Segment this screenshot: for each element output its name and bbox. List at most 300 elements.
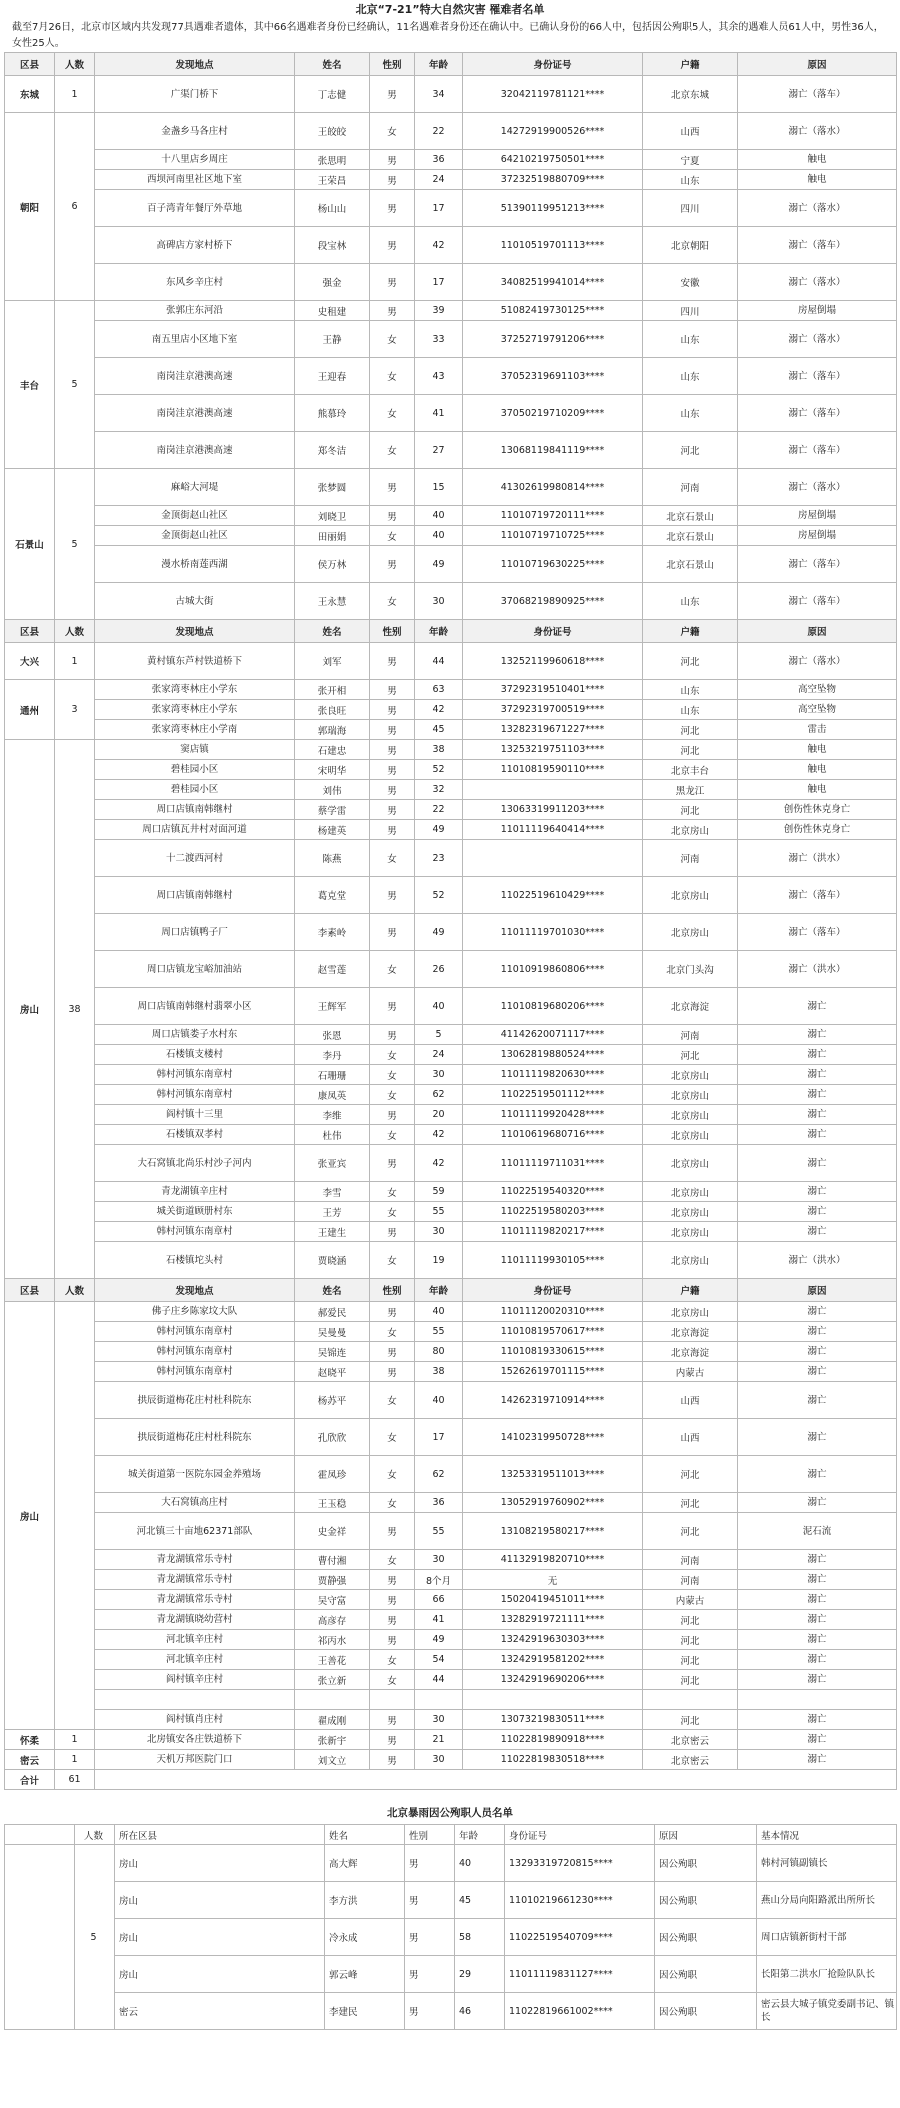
hukou-cell: 宁夏 — [643, 150, 738, 170]
cause-cell: 溺亡 — [738, 1125, 897, 1145]
location-cell: 阎村镇肖庄村 — [95, 1710, 295, 1730]
name-cell: 王善花 — [295, 1650, 370, 1670]
id-number-cell: 34082519941014**** — [463, 264, 643, 301]
location-cell: 窦店镇 — [95, 740, 295, 760]
gender-cell: 男 — [370, 820, 415, 840]
table-row — [5, 1710, 897, 1730]
region-cell: 怀柔 — [5, 1730, 55, 1750]
location-cell: 石楼镇坨头村 — [95, 1242, 295, 1279]
hukou-cell: 河北 — [643, 1493, 738, 1513]
hukou-cell: 北京房山 — [643, 1222, 738, 1242]
table-row — [5, 1342, 897, 1362]
hukou-cell: 北京海淀 — [643, 1342, 738, 1362]
gender-cell: 男 — [370, 546, 415, 583]
gender-cell: 女 — [370, 526, 415, 546]
gender-cell: 女 — [370, 1670, 415, 1690]
gender-cell: 男 — [370, 76, 415, 113]
table-row — [5, 1045, 897, 1065]
hukou-cell: 黑龙江 — [643, 780, 738, 800]
cause-cell: 溺亡（落水） — [738, 469, 897, 506]
hukou-cell: 北京房山 — [643, 1202, 738, 1222]
table-row — [5, 1182, 897, 1202]
table-row — [5, 264, 897, 301]
id-number-cell: 32042119781121**** — [463, 76, 643, 113]
name-cell: 霍凤珍 — [295, 1456, 370, 1493]
cause-cell: 房屋倒塌 — [738, 526, 897, 546]
table-row — [5, 358, 897, 395]
hukou-cell: 河南 — [643, 1550, 738, 1570]
cause-cell: 溺亡 — [738, 1382, 897, 1419]
id-number-cell: 13052919760902**** — [463, 1493, 643, 1513]
gender-cell: 男 — [370, 150, 415, 170]
gender-cell: 女 — [370, 840, 415, 877]
location-cell: 石楼镇双孝村 — [95, 1125, 295, 1145]
gender-cell: 女 — [370, 1419, 415, 1456]
hukou-cell: 山东 — [643, 700, 738, 720]
hukou-cell: 河北 — [643, 1045, 738, 1065]
table-row — [5, 1650, 897, 1670]
cause-cell: 溺亡 — [738, 1182, 897, 1202]
gender-cell: 男 — [370, 1570, 415, 1590]
hukou-cell: 山西 — [643, 113, 738, 150]
header-age: 年龄 — [415, 1279, 463, 1302]
name-cell: 王迎春 — [295, 358, 370, 395]
location-cell: 百子湾青年餐厅外草地 — [95, 190, 295, 227]
name-cell: 杨建英 — [295, 820, 370, 840]
name-cell: 吴守富 — [295, 1590, 370, 1610]
location-cell: 金顶街赵山社区 — [95, 506, 295, 526]
cause-cell: 溺亡（落水） — [738, 643, 897, 680]
header-count: 人数 — [55, 1279, 95, 1302]
table-row — [5, 1125, 897, 1145]
gender-cell: 女 — [370, 951, 415, 988]
cause-cell: 溺亡 — [738, 1045, 897, 1065]
id-number-cell: 64210219750501**** — [463, 150, 643, 170]
age-cell: 20 — [415, 1105, 463, 1125]
gender-cell: 女 — [370, 358, 415, 395]
header-location: 发现地点 — [95, 1279, 295, 1302]
name-cell: 张开相 — [295, 680, 370, 700]
hukou-cell: 山东 — [643, 680, 738, 700]
gender-cell: 男 — [370, 740, 415, 760]
table-row — [5, 800, 897, 820]
id-number-cell: 11022519540320**** — [463, 1182, 643, 1202]
location-cell: 周口店镇南韩继村 — [95, 877, 295, 914]
table-row — [5, 1105, 897, 1125]
age-cell: 24 — [415, 170, 463, 190]
cause-cell: 触电 — [738, 150, 897, 170]
header-hukou: 户籍 — [643, 620, 738, 643]
name-cell: 翟成刚 — [295, 1710, 370, 1730]
hukou-cell: 北京房山 — [643, 877, 738, 914]
hukou-cell: 北京密云 — [643, 1750, 738, 1770]
region-cell: 石景山 — [5, 469, 55, 620]
duty-spacer — [5, 1825, 75, 1845]
table-row — [5, 1085, 897, 1105]
age-cell: 36 — [415, 1493, 463, 1513]
table-row — [5, 190, 897, 227]
cause-cell: 溺亡 — [738, 1322, 897, 1342]
name-cell: 王永慧 — [295, 583, 370, 620]
cause-cell: 溺亡 — [738, 1302, 897, 1322]
cause-cell: 溺亡（落车） — [738, 395, 897, 432]
id-number-cell: 11010719720111**** — [463, 506, 643, 526]
duty-id: 11022819661002**** — [505, 1993, 655, 2030]
header-count: 人数 — [55, 53, 95, 76]
duty-age: 58 — [455, 1919, 505, 1956]
age-cell: 66 — [415, 1590, 463, 1610]
cause-cell: 溺亡 — [738, 1342, 897, 1362]
table-row — [5, 469, 897, 506]
location-cell: 十二渡西河村 — [95, 840, 295, 877]
id-number-cell: 11022519610429**** — [463, 877, 643, 914]
duty-header-count: 人数 — [75, 1825, 115, 1845]
age-cell: 49 — [415, 1630, 463, 1650]
id-number-cell: 11011119711031**** — [463, 1145, 643, 1182]
gender-cell: 男 — [370, 988, 415, 1025]
age-cell: 42 — [415, 1125, 463, 1145]
id-number-cell: 11010919860806**** — [463, 951, 643, 988]
table-row — [5, 1730, 897, 1750]
id-number-cell: 11010819680206**** — [463, 988, 643, 1025]
name-cell: 王辉军 — [295, 988, 370, 1025]
gender-cell: 男 — [370, 1630, 415, 1650]
duty-detail: 韩村河镇副镇长 — [757, 1845, 897, 1882]
table-row — [5, 1145, 897, 1182]
name-cell: 刘军 — [295, 643, 370, 680]
gender-cell: 女 — [370, 1085, 415, 1105]
id-number-cell: 41142620071117**** — [463, 1025, 643, 1045]
hukou-cell: 北京东城 — [643, 76, 738, 113]
location-cell: 高碑店方家村桥下 — [95, 227, 295, 264]
gender-cell: 女 — [370, 1650, 415, 1670]
age-cell: 52 — [415, 760, 463, 780]
age-cell: 42 — [415, 227, 463, 264]
table-row — [5, 1610, 897, 1630]
gender-cell: 男 — [370, 301, 415, 321]
gender-cell: 女 — [370, 1382, 415, 1419]
age-cell: 40 — [415, 506, 463, 526]
location-cell: 周口店镇南韩继村翡翠小区 — [95, 988, 295, 1025]
cause-cell: 溺亡 — [738, 1222, 897, 1242]
cause-cell: 创伤性休克身亡 — [738, 800, 897, 820]
hukou-cell: 河北 — [643, 1670, 738, 1690]
table-row — [5, 840, 897, 877]
cause-cell: 溺亡（落车） — [738, 432, 897, 469]
hukou-cell: 内蒙古 — [643, 1362, 738, 1382]
hukou-cell: 北京房山 — [643, 1085, 738, 1105]
hukou-cell: 北京房山 — [643, 1302, 738, 1322]
age-cell: 36 — [415, 150, 463, 170]
id-number-cell: 11011119930105**** — [463, 1242, 643, 1279]
hukou-cell: 河北 — [643, 1710, 738, 1730]
cause-cell: 溺亡（落车） — [738, 877, 897, 914]
id-number-cell: 无 — [463, 1570, 643, 1590]
hukou-cell: 山东 — [643, 170, 738, 190]
table-row — [5, 1419, 897, 1456]
cause-cell: 溺亡 — [738, 1710, 897, 1730]
hukou-cell: 北京朝阳 — [643, 227, 738, 264]
hukou-cell: 北京丰台 — [643, 760, 738, 780]
id-number-cell: 13062819880524**** — [463, 1045, 643, 1065]
cause-cell: 溺亡（落车） — [738, 546, 897, 583]
age-cell: 17 — [415, 1419, 463, 1456]
gender-cell: 男 — [370, 643, 415, 680]
duty-header-cause: 原因 — [655, 1825, 757, 1845]
location-cell: 张家湾枣林庄小学东 — [95, 700, 295, 720]
name-cell: 李素岭 — [295, 914, 370, 951]
cause-cell: 雷击 — [738, 720, 897, 740]
name-cell: 赵晓平 — [295, 1362, 370, 1382]
hukou-cell: 北京密云 — [643, 1730, 738, 1750]
cause-cell: 溺亡 — [738, 1202, 897, 1222]
duty-name: 冷永成 — [325, 1919, 405, 1956]
table-row — [5, 820, 897, 840]
region-cell: 房山 — [5, 1302, 55, 1730]
cause-cell: 溺亡 — [738, 1590, 897, 1610]
cause-cell: 溺亡（落车） — [738, 227, 897, 264]
gender-cell: 女 — [370, 395, 415, 432]
age-cell: 27 — [415, 432, 463, 469]
table-row — [5, 1690, 897, 1710]
header-age: 年龄 — [415, 620, 463, 643]
name-cell: 熊慕玲 — [295, 395, 370, 432]
header-gender: 性别 — [370, 53, 415, 76]
count-cell: 38 — [55, 740, 95, 1279]
cause-cell: 房屋倒塌 — [738, 301, 897, 321]
cause-cell: 溺亡 — [738, 1630, 897, 1650]
table-row — [5, 951, 897, 988]
name-cell: 李雪 — [295, 1182, 370, 1202]
table-row — [5, 583, 897, 620]
age-cell: 40 — [415, 1382, 463, 1419]
name-cell: 杜伟 — [295, 1125, 370, 1145]
age-cell: 30 — [415, 1222, 463, 1242]
location-cell: 碧桂园小区 — [95, 760, 295, 780]
duty-id: 13293319720815**** — [505, 1845, 655, 1882]
header-gender: 性别 — [370, 1279, 415, 1302]
id-number-cell: 11010819330615**** — [463, 1342, 643, 1362]
table-row — [5, 760, 897, 780]
duty-header-detail: 基本情况 — [757, 1825, 897, 1845]
id-number-cell: 11011119820630**** — [463, 1065, 643, 1085]
header-age: 年龄 — [415, 53, 463, 76]
table-row — [5, 1025, 897, 1045]
table-row — [5, 1242, 897, 1279]
location-cell: 阎村镇辛庄村 — [95, 1670, 295, 1690]
id-number-cell: 11010719630225**** — [463, 546, 643, 583]
cause-cell: 溺亡 — [738, 1550, 897, 1570]
age-cell: 42 — [415, 1145, 463, 1182]
duty-header-name: 姓名 — [325, 1825, 405, 1845]
hukou-cell: 河北 — [643, 643, 738, 680]
id-number-cell: 13253219751103**** — [463, 740, 643, 760]
total-count: 61 — [55, 1770, 95, 1790]
name-cell: 刘文立 — [295, 1750, 370, 1770]
duty-region: 房山 — [115, 1882, 325, 1919]
age-cell: 30 — [415, 1065, 463, 1085]
table-row — [5, 506, 897, 526]
id-number-cell — [463, 1690, 643, 1710]
name-cell: 孔欣欣 — [295, 1419, 370, 1456]
id-number-cell: 13242919581202**** — [463, 1650, 643, 1670]
id-number-cell: 13242919630303**** — [463, 1630, 643, 1650]
cause-cell: 房屋倒塌 — [738, 506, 897, 526]
name-cell: 张亚宾 — [295, 1145, 370, 1182]
location-cell: 韩村河镇东南章村 — [95, 1342, 295, 1362]
hukou-cell — [643, 1690, 738, 1710]
name-cell: 王玉稳 — [295, 1493, 370, 1513]
duty-id: 11022519540709**** — [505, 1919, 655, 1956]
total-row — [5, 1770, 897, 1790]
header-region: 区县 — [5, 1279, 55, 1302]
age-cell: 41 — [415, 395, 463, 432]
hukou-cell: 北京石景山 — [643, 546, 738, 583]
age-cell — [415, 1690, 463, 1710]
id-number-cell: 51082419730125**** — [463, 301, 643, 321]
location-cell: 韩村河镇东南章村 — [95, 1362, 295, 1382]
table-row — [5, 227, 897, 264]
hukou-cell: 河南 — [643, 1025, 738, 1045]
table-row — [5, 113, 897, 150]
age-cell: 63 — [415, 680, 463, 700]
name-cell: 石建忠 — [295, 740, 370, 760]
table-row — [5, 700, 897, 720]
region-cell: 朝阳 — [5, 113, 55, 301]
gender-cell: 男 — [370, 1750, 415, 1770]
name-cell: 张良旺 — [295, 700, 370, 720]
age-cell: 62 — [415, 1085, 463, 1105]
cause-cell: 溺亡 — [738, 1493, 897, 1513]
id-number-cell: 11022519580203**** — [463, 1202, 643, 1222]
id-number-cell: 11010619680716**** — [463, 1125, 643, 1145]
location-cell: 周口店镇娄子水村东 — [95, 1025, 295, 1045]
id-number-cell: 14272919900526**** — [463, 113, 643, 150]
table-row — [5, 1456, 897, 1493]
victims-table — [4, 52, 897, 1790]
count-cell: 3 — [55, 680, 95, 740]
gender-cell: 女 — [370, 432, 415, 469]
id-number-cell: 13253319511013**** — [463, 1456, 643, 1493]
region-cell: 密云 — [5, 1750, 55, 1770]
id-number-cell: 13282919721111**** — [463, 1610, 643, 1630]
location-cell: 佛子庄乡陈家坟大队 — [95, 1302, 295, 1322]
location-cell: 周口店镇瓦井村对面河道 — [95, 820, 295, 840]
gender-cell: 男 — [370, 780, 415, 800]
table-row — [5, 1750, 897, 1770]
name-cell: 张新宇 — [295, 1730, 370, 1750]
duty-detail: 周口店镇新街村干部 — [757, 1919, 897, 1956]
id-number-cell: 11022819830518**** — [463, 1750, 643, 1770]
id-number-cell: 13108219580217**** — [463, 1513, 643, 1550]
duty-header-region: 所在区县 — [115, 1825, 325, 1845]
gender-cell: 男 — [370, 170, 415, 190]
header-hukou: 户籍 — [643, 1279, 738, 1302]
id-number-cell: 13073219830511**** — [463, 1710, 643, 1730]
header-cause: 原因 — [738, 53, 897, 76]
age-cell: 55 — [415, 1513, 463, 1550]
hukou-cell: 北京房山 — [643, 1145, 738, 1182]
location-cell: 大石窝镇高庄村 — [95, 1493, 295, 1513]
duty-detail: 密云县大城子镇党委副书记、镇长 — [757, 1993, 897, 2030]
duty-region: 房山 — [115, 1919, 325, 1956]
table-row — [5, 1550, 897, 1570]
duty-gender: 男 — [405, 1956, 455, 1993]
table-row — [5, 1493, 897, 1513]
gender-cell: 女 — [370, 1493, 415, 1513]
age-cell: 49 — [415, 914, 463, 951]
age-cell: 45 — [415, 720, 463, 740]
name-cell — [295, 1690, 370, 1710]
hukou-cell: 山西 — [643, 1419, 738, 1456]
duty-name: 郭云峰 — [325, 1956, 405, 1993]
region-cell: 东城 — [5, 76, 55, 113]
gender-cell: 男 — [370, 720, 415, 740]
duty-detail: 长阳第二洪水厂抢险队队长 — [757, 1956, 897, 1993]
hukou-cell: 北京石景山 — [643, 526, 738, 546]
hukou-cell: 河北 — [643, 1610, 738, 1630]
duty-count: 5 — [75, 1845, 115, 2030]
gender-cell: 男 — [370, 1145, 415, 1182]
hukou-cell: 北京房山 — [643, 820, 738, 840]
id-number-cell: 15262619701115**** — [463, 1362, 643, 1382]
duty-cause: 因公殉职 — [655, 1845, 757, 1882]
gender-cell — [370, 1690, 415, 1710]
count-cell: 5 — [55, 469, 95, 620]
cause-cell: 溺亡 — [738, 1730, 897, 1750]
cause-cell: 触电 — [738, 780, 897, 800]
id-number-cell — [463, 780, 643, 800]
location-cell: 十八里店乡周庄 — [95, 150, 295, 170]
cause-cell: 触电 — [738, 740, 897, 760]
id-number-cell: 37292319510401**** — [463, 680, 643, 700]
duty-row — [5, 1882, 897, 1919]
gender-cell: 女 — [370, 321, 415, 358]
cause-cell: 溺亡 — [738, 1362, 897, 1382]
id-number-cell: 11011120020310**** — [463, 1302, 643, 1322]
header-name: 姓名 — [295, 620, 370, 643]
cause-cell — [738, 1690, 897, 1710]
cause-cell: 溺亡 — [738, 1670, 897, 1690]
age-cell: 55 — [415, 1322, 463, 1342]
hukou-cell: 北京房山 — [643, 1182, 738, 1202]
age-cell: 52 — [415, 877, 463, 914]
age-cell: 32 — [415, 780, 463, 800]
id-number-cell: 41302619980814**** — [463, 469, 643, 506]
cause-cell: 溺亡（落水） — [738, 321, 897, 358]
location-cell: 城关街道第一医院东园金养殖场 — [95, 1456, 295, 1493]
gender-cell: 女 — [370, 1550, 415, 1570]
count-cell: 1 — [55, 643, 95, 680]
cause-cell: 溺亡 — [738, 1610, 897, 1630]
hukou-cell: 四川 — [643, 301, 738, 321]
duty-gender: 男 — [405, 1993, 455, 2030]
header-region: 区县 — [5, 53, 55, 76]
hukou-cell: 北京海淀 — [643, 1322, 738, 1342]
location-cell: 青龙湖镇常乐寺村 — [95, 1590, 295, 1610]
count-cell: 6 — [55, 113, 95, 301]
location-cell: 黄村镇东芦村铁道桥下 — [95, 643, 295, 680]
duty-age: 46 — [455, 1993, 505, 2030]
id-number-cell: 11022519501112**** — [463, 1085, 643, 1105]
gender-cell: 男 — [370, 1025, 415, 1045]
cause-cell: 触电 — [738, 760, 897, 780]
duty-name: 李建民 — [325, 1993, 405, 2030]
count-cell — [55, 1302, 95, 1730]
duty-row — [5, 1993, 897, 2030]
name-cell: 郭瑞海 — [295, 720, 370, 740]
gender-cell: 男 — [370, 760, 415, 780]
